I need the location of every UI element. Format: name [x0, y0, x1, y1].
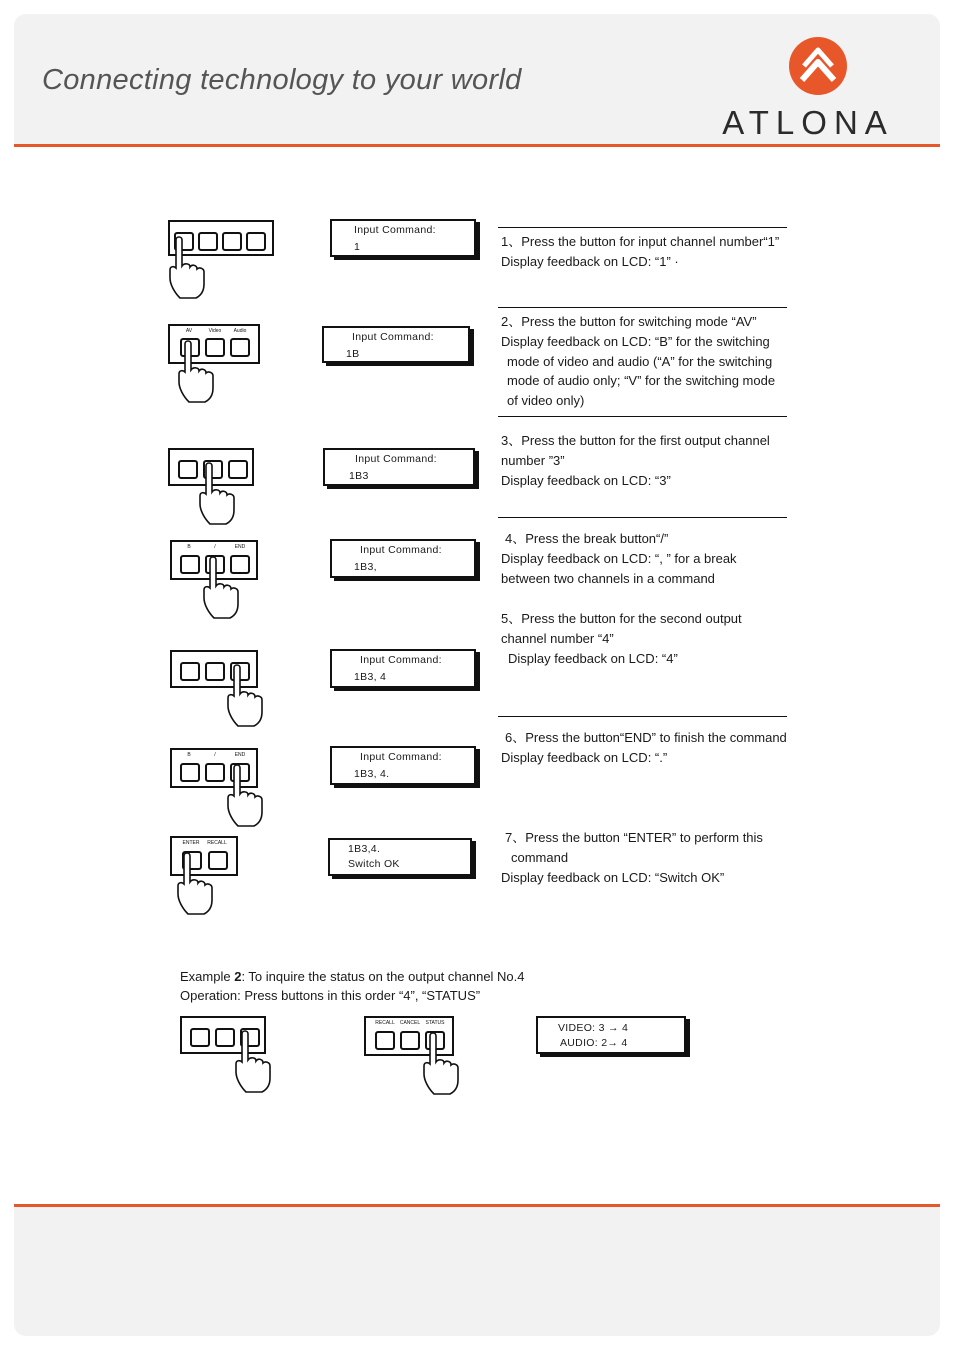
lcd-line2: 1	[354, 241, 361, 253]
step-1-text	[501, 232, 791, 272]
lcd-step1	[330, 219, 476, 257]
step-line: 4、Press the break button“/”	[505, 531, 669, 546]
lcd-step7	[328, 838, 472, 876]
step-line: Display feedback on LCD: “, ” for a break	[501, 550, 737, 566]
lcd-example2	[536, 1016, 686, 1054]
step-line: of video only)	[507, 393, 585, 409]
step-2-text	[501, 312, 791, 411]
key-2[interactable]	[190, 1028, 210, 1047]
pointing-hand-icon	[174, 852, 218, 932]
step-line: Display feedback on LCD: “B” for the switching	[501, 333, 770, 349]
footer	[14, 1204, 940, 1336]
lcd-line2: 1B3,	[354, 561, 377, 573]
lcd-step3	[323, 448, 475, 486]
arrow-icon: →	[607, 1037, 619, 1049]
key-label: /	[214, 752, 216, 758]
step-line: command	[511, 849, 569, 865]
step-line: 6、Press the button“END” to finish the command	[505, 730, 787, 745]
step-line: 5、Press the button for the second output	[501, 611, 742, 626]
key-4[interactable]	[246, 232, 266, 251]
pointing-hand-icon	[224, 764, 268, 844]
step-line: Display feedback on LCD: “4”	[508, 650, 678, 666]
step-4-text	[501, 529, 791, 588]
lcd-video-line	[558, 1022, 628, 1034]
step-6-text	[501, 728, 791, 768]
lcd-audio-target: 4	[618, 1037, 628, 1049]
example2-operation: Operation: Press buttons in this order “4”, “STATUS”	[180, 988, 481, 1003]
key-3[interactable]	[222, 232, 242, 251]
cancel-key[interactable]	[400, 1031, 420, 1050]
step-line: 2、Press the button for switching mode “AV”	[501, 314, 757, 329]
example-description: : To inquire the status on the output channel No.4	[241, 969, 525, 984]
key-2[interactable]	[180, 662, 200, 681]
recall-key[interactable]	[375, 1031, 395, 1050]
atlona-logo	[698, 36, 918, 141]
pointing-hand-icon	[224, 664, 268, 744]
brand-name: ATLONA	[722, 104, 894, 141]
step-line: mode of video and audio (“A” for the switching	[507, 353, 773, 369]
step-line: number ”3”	[501, 452, 565, 468]
lcd-line2: 1B3, 4.	[354, 768, 390, 780]
key-2[interactable]	[178, 460, 198, 479]
step-line: 3、Press the button for the first output channel	[501, 433, 770, 448]
lcd-line1: Input Command:	[360, 654, 442, 666]
step-line: 7、Press the button “ENTER” to perform this	[505, 830, 763, 845]
pointing-hand-icon	[420, 1032, 464, 1112]
arrow-icon: →	[607, 1022, 619, 1034]
step-7-text	[501, 828, 791, 887]
divider	[498, 307, 787, 308]
pointing-hand-icon	[175, 340, 219, 420]
key-label: AV	[185, 328, 193, 334]
step-line: channel number “4”	[501, 630, 614, 646]
step-line: Display feedback on LCD: “Switch OK”	[501, 869, 725, 885]
step-line: Display feedback on LCD: “1” ·	[501, 253, 679, 269]
lcd-line1: Input Command:	[360, 751, 442, 763]
key-label: STATUS	[425, 1020, 445, 1026]
break-key[interactable]	[205, 763, 225, 782]
tagline: Connecting technology to your world	[42, 64, 522, 96]
lcd-line2: Switch OK	[348, 858, 400, 870]
pointing-hand-icon	[166, 236, 210, 316]
lcd-step4	[330, 539, 476, 578]
step-line: mode of audio only; “V” for the switching mode	[507, 373, 776, 389]
step-line: Display feedback on LCD: “3”	[501, 472, 671, 488]
audio-key[interactable]	[230, 338, 250, 357]
lcd-video-target: 4	[618, 1022, 629, 1034]
divider	[498, 227, 787, 228]
key-label: B	[187, 752, 191, 758]
pointing-hand-icon	[200, 556, 244, 636]
lcd-step5	[330, 649, 476, 688]
key-label: B	[187, 544, 191, 550]
step-3-text	[501, 431, 791, 490]
key-label: Audio	[233, 328, 247, 334]
key-label: END	[234, 544, 246, 550]
example2-title	[180, 967, 525, 987]
key-label: END	[234, 752, 246, 758]
step-line: 1、Press the button for input channel number“1”	[501, 234, 780, 249]
divider	[498, 517, 787, 518]
key-label: RECALL	[375, 1020, 395, 1026]
step-5-text	[501, 609, 791, 668]
lcd-step2	[322, 326, 470, 363]
pointing-hand-icon	[232, 1030, 276, 1110]
b-key[interactable]	[180, 555, 200, 574]
lcd-line2: 1B3, 4	[354, 671, 387, 683]
lcd-audio-label: AUDIO: 2	[560, 1037, 608, 1049]
lcd-step6	[330, 746, 476, 785]
key-3[interactable]	[205, 662, 225, 681]
divider	[498, 416, 787, 417]
key-label: Video	[208, 328, 222, 334]
header	[14, 14, 940, 147]
step-line: between two channels in a command	[501, 570, 715, 586]
b-key[interactable]	[180, 763, 200, 782]
page	[14, 14, 940, 1336]
lcd-line1: Input Command:	[360, 544, 442, 556]
key-label: RECALL	[207, 840, 227, 846]
lcd-line2: 1B	[346, 348, 360, 360]
key-label: /	[214, 544, 216, 550]
pointing-hand-icon	[196, 462, 240, 542]
atlona-logo-icon	[698, 36, 918, 106]
divider	[498, 716, 787, 717]
lcd-line1: Input Command:	[352, 331, 434, 343]
example-number: 2	[234, 969, 242, 984]
key-label: ENTER	[182, 840, 200, 846]
example-label: Example	[180, 969, 235, 984]
lcd-line1: Input Command:	[355, 453, 437, 465]
lcd-audio-line	[560, 1037, 628, 1049]
lcd-line1: Input Command:	[354, 224, 436, 236]
lcd-video-label: VIDEO: 3	[558, 1022, 608, 1034]
lcd-line2: 1B3	[349, 470, 369, 482]
key-label: CANCEL	[399, 1020, 421, 1026]
lcd-line1: 1B3,4.	[348, 843, 381, 855]
step-line: Display feedback on LCD: “.”	[501, 749, 668, 765]
